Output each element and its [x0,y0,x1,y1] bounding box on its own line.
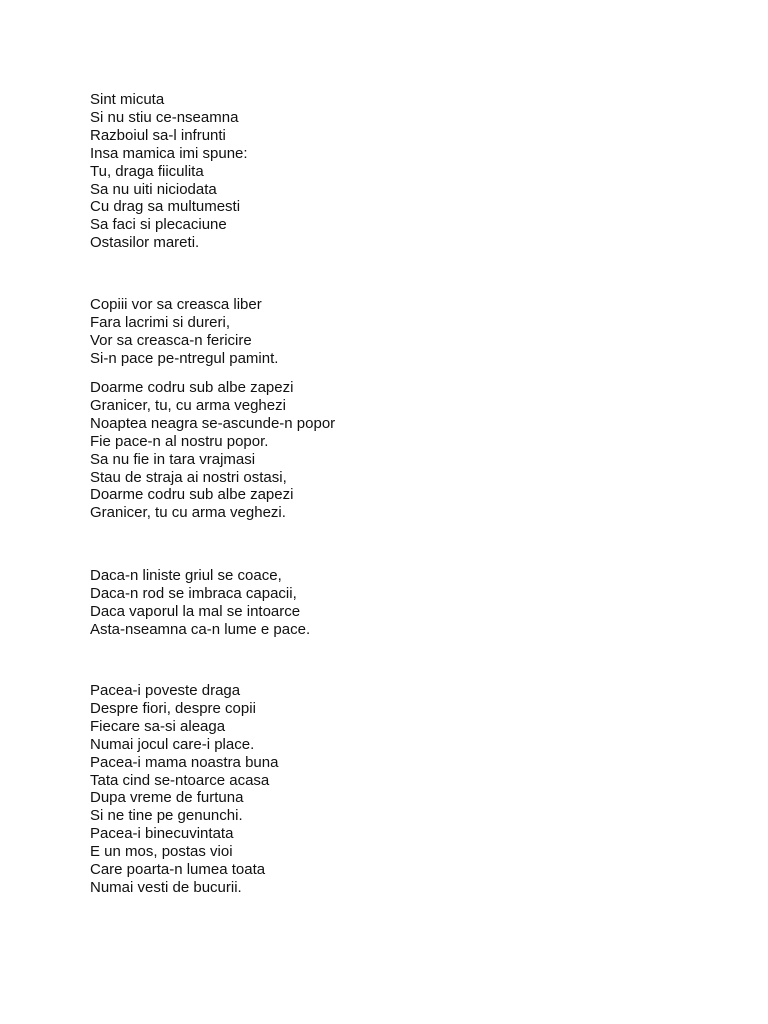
poem-line: Razboiul sa-l infrunti [90,126,226,144]
poem-line: Insa mamica imi spune: [90,144,248,162]
poem-line: Stau de straja ai nostri ostasi, [90,468,287,486]
poem-line: Daca-n rod se imbraca capacii, [90,584,297,602]
poem-line: Si-n pace pe-ntregul pamint. [90,349,279,367]
poem-line: Dupa vreme de furtuna [90,789,244,807]
poem-line: Doarme codru sub albe zapezi [90,379,294,396]
poem-line: Sa nu uiti niciodata [90,180,217,198]
poem-line: Daca vaporul la mal se intoarce [90,602,301,620]
poem-stanza-5 [90,682,278,897]
poem-line: Fiecare sa-si aleaga [90,717,226,735]
poem-line: Pacea-i poveste draga [90,682,241,699]
poem-line: Asta-nseamna ca-n lume e pace. [90,620,311,638]
poem-stanza-3 [90,379,335,522]
poem-line: E un mos, postas vioi [90,843,233,861]
poem-line: Pacea-i mama noastra buna [90,753,279,771]
poem-line: Granicer, tu, cu arma veghezi [90,396,286,414]
poem-line: Numai jocul care-i place. [90,735,255,753]
poem-line: Si ne tine pe genunchi. [90,807,243,825]
poem-line: Ostasilor mareti. [90,234,200,252]
poem-line: Granicer, tu cu arma veghezi. [90,504,286,522]
poem-line: Daca-n liniste griul se coace, [90,567,282,584]
poem-line: Despre fiori, despre copii [90,699,256,717]
poem-line: Numai vesti de bucurii. [90,878,242,896]
poem-line: Sa nu fie in tara vrajmasi [90,450,256,468]
poem-line: Doarme codru sub albe zapezi [90,486,294,504]
poem-line: Sint micuta [90,91,165,108]
poem-line: Fie pace-n al nostru popor. [90,432,269,450]
poem-line: Sa faci si plecaciune [90,216,227,234]
poem-line: Cu drag sa multumesti [90,198,241,216]
poem-line: Vor sa creasca-n fericire [90,331,252,349]
poem-line: Tata cind se-ntoarce acasa [90,771,270,789]
poem-line: Noaptea neagra se-ascunde-n popor [90,414,336,432]
poem-line: Care poarta-n lumea toata [90,861,266,879]
poem-line: Fara lacrimi si dureri, [90,313,231,331]
poem-stanza-2 [90,296,278,368]
poem-line: Copiii vor sa creasca liber [90,296,262,313]
poem-line: Tu, draga fiiculita [90,162,204,180]
poem-stanza-1 [90,91,248,252]
poem-line: Pacea-i binecuvintata [90,825,234,843]
poem-stanza-4 [90,567,310,639]
poem-line: Si nu stiu ce-nseamna [90,108,239,126]
